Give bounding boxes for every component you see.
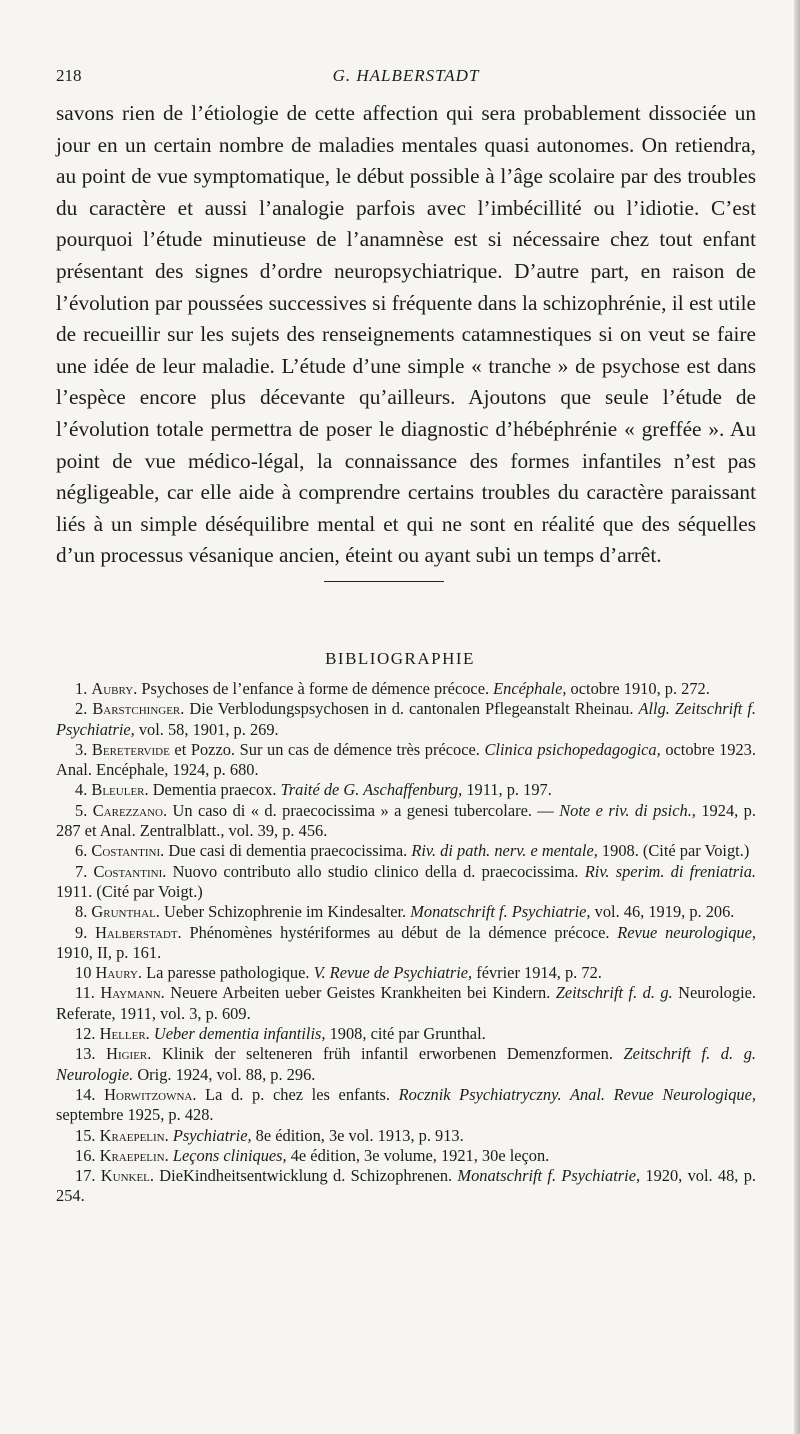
section-divider [324,581,444,582]
entry-text: Un caso di « d. praecocissima » a genesi tubercolare. — [167,800,560,820]
entry-text: Neuere Arbeiten ueber Geistes Krankheiten bei Kindern. [164,983,556,1003]
entry-text: La d. p. chez les enfants. [196,1084,399,1104]
bibliography-entry [56,679,756,699]
entry-number: 4. [75,780,88,800]
bibliography-entry [56,902,756,922]
entry-number: 15. [75,1125,96,1145]
entry-work-title: Zeitschrift f. d. g. [555,983,673,1003]
entry-text: Die Verblodungspsychosen in d. cantonalen Pflegeanstalt Rheinau. [184,699,639,719]
entry-text: Due casi di dementia praecocissima. [164,841,412,861]
entry-details: février 1914, p. 72. [472,963,602,983]
entry-number: 7. [75,861,88,881]
entry-details: octobre 1923. Anal. Encéphale, 1924, p. 680. [56,739,756,780]
entry-number: 11. [75,983,95,1003]
entry-work-title: V. Revue de Psychiatrie, [313,963,473,983]
bibliography-entry [56,1024,756,1044]
entry-details: 1911, p. 197. [462,780,552,800]
entry-details: 1910, II, p. 161. [56,942,162,962]
entry-text: DieKindheitsentwicklung d. Schizophrenen. [154,1166,458,1186]
body-paragraph: savons rien de l’étiologie de cette affection qui sera probablement dissociée un jour en un certain nombre de maladies mentales quasi autonomes. On retiendra, au point de vue symptomatique, le début possible à l’âge scolaire par des troubles du caractère et aussi l’analogie parfois avec l’imbécillité ou l’idiotie. C’est pourquoi l’étude minutieuse de l’anamnèse est si nécessaire chez tout enfant présentant des signes d’ordre neuropsychiatrique. D’autre part, en raison de l’évolution par poussées successives si fréquente dans la schizophrénie, il est utile de recueillir sur les sujets des renseignements catamnestiques si on veut se faire une idée de leur maladie. L’étude d’une simple « tranche » de psychose est dans l’espèce encore plus décevante qu’ailleurs. Ajoutons que seule l’étude de l’évolution totale permettra de poser le diagnostic d’hébéphrénie « greffée ». Au point de vue médico-légal, la connaissance des formes infantiles n’est pas négligeable, car elle aide à comprendre certains troubles du caractère paraissant liés à un simple déséquilibre mental et qui ne sont en réalité que des séquelles d’un processus vésanique ancien, éteint ou ayant subi un temps d’arrêt. [56,101,756,568]
bibliography-entry [56,740,756,781]
bibliography-title: BIBLIOGRAPHIE [325,649,475,668]
entry-number: 14. [75,1084,96,1104]
entry-text: Nuovo contributo allo studio clinico della d. praecocissima. [166,861,585,881]
entry-number: 3. [75,739,88,759]
bibliography-entry [56,862,756,903]
page-header [56,66,756,90]
bibliography-entry [56,1146,756,1166]
bibliography-entry [56,841,756,861]
entry-number: 6. [75,841,88,861]
entry-details: vol. 58, 1901, p. 269. [134,719,279,739]
bibliography-entry [56,923,756,964]
page-edge [794,0,800,1434]
entry-author: Heller. [99,1024,150,1044]
entry-work-title: Traité de G. Aschaffenburg, [280,780,463,800]
bibliography-entry [56,699,756,740]
entry-number: 9. [75,922,88,942]
entry-number: 12. [75,1024,96,1044]
entry-work-title: Psychiatrie, [172,1125,252,1145]
entry-work-title: Monatschrift f. Psychiatrie, [457,1166,641,1186]
entry-text: Dementia praecox. [148,780,281,800]
page-number: 218 [56,66,82,85]
entry-author: Barstchinger. [92,699,185,719]
entry-number: 2. [75,699,88,719]
entry-text: et Pozzo. Sur un cas de démence très précoce. [169,739,485,759]
entry-number: 1. [75,679,88,698]
entry-author: Grunthal. [91,902,160,922]
entry-number: 16. [75,1145,96,1165]
entry-details: septembre 1925, p. 428. [56,1105,214,1125]
bibliography-entry [56,1044,756,1085]
entry-text: Ueber Schizophrenie im Kindesalter. [159,902,411,922]
entry-work-title: Monatschrift f. Psychiatrie, [410,902,591,922]
entry-details: vol. 46, 1919, p. 206. [590,902,735,922]
entry-author: Beretervide [91,739,170,759]
entry-work-title: Clinica psichopedagogica, [484,739,661,759]
entry-details: 1920, vol. 48, p. 254. [56,1166,756,1206]
entry-details: 4e édition, 3e volume, 1921, 30e leçon. [286,1145,550,1165]
entry-author: Horwitzowna. [104,1084,197,1104]
bibliography-entry [56,1085,756,1126]
entry-author: Higier. [106,1044,152,1064]
bibliography-entry [56,1166,756,1207]
entry-work-title: Leçons cliniques, [172,1145,287,1165]
entry-author: Costantini. [91,841,165,861]
entry-number: 10 [75,963,92,983]
entry-work-title: Riv. sperim. di freniatria. [584,861,756,881]
entry-details: Orig. 1924, vol. 88, p. 296. [133,1064,316,1084]
entry-details: 1908, cité par Grunthal. [325,1024,486,1044]
entry-author: Carezzano. [92,800,168,820]
entry-work-title: Encéphale, [493,679,567,698]
bibliography-entry [56,983,756,1024]
entry-text: Klinik der selteneren früh infantil erworbenen Demenzformen. [151,1044,624,1064]
bibliography-entry [56,1126,756,1146]
entry-details: 8e édition, 3e vol. 1913, p. 913. [251,1125,464,1145]
entry-text: La paresse pathologique. [142,963,314,983]
entry-number: 5. [75,800,88,820]
entry-author: Bleuler. [91,780,149,800]
entry-number: 8. [75,902,88,922]
entry-work-title: Note e riv. di psich., [559,800,696,820]
entry-number: 13. [75,1044,96,1064]
entry-work-title: Ueber dementia infantilis, [153,1024,326,1044]
bibliography-entry [56,780,756,800]
running-head: G. HALBERSTADT [332,66,480,85]
entry-work-title: Revue neurologique, [617,922,756,942]
entry-details: 1908. (Cité par Voigt.) [597,841,750,861]
entry-work-title: Rocznik Psychiatryczny. Anal. Revue Neurologique, [398,1084,756,1104]
entry-work-title: Zeitschrift f. d. g. Neurologie. [56,1044,756,1084]
entry-author: Kraepelin. [99,1125,169,1145]
entry-work-title: Allg. Zeitschrift f. Psychiatrie, [56,699,756,739]
bibliography-list [56,679,756,1207]
entry-text: Psychoses de l’enfance à forme de démence précoce. [137,679,494,698]
entry-author: Kunkel. [100,1166,155,1186]
entry-details: 1924, p. 287 et Anal. Zentralblatt., vol. 39, p. 456. [56,800,756,841]
entry-author: Haury. [95,963,142,983]
bibliography-entry [56,963,756,983]
bibliography-entry [56,801,756,842]
entry-author: Halberstadt. [95,922,182,942]
entry-details: Neurologie. Referate, 1911, vol. 3, p. 609. [56,983,756,1023]
entry-author: Aubry. [91,679,138,698]
entry-details: 1911. (Cité par Voigt.) [56,881,203,901]
entry-author: Haymann. [100,983,165,1003]
entry-details: octobre 1910, p. 272. [566,679,710,698]
entry-author: Kraepelin. [99,1145,169,1165]
entry-author: Costantini. [93,861,167,881]
entry-text: Phénomènes hystériformes au début de la démence précoce. [181,922,618,942]
entry-work-title: Riv. di path. nerv. e mentale, [411,841,598,861]
entry-number: 17. [75,1166,96,1186]
